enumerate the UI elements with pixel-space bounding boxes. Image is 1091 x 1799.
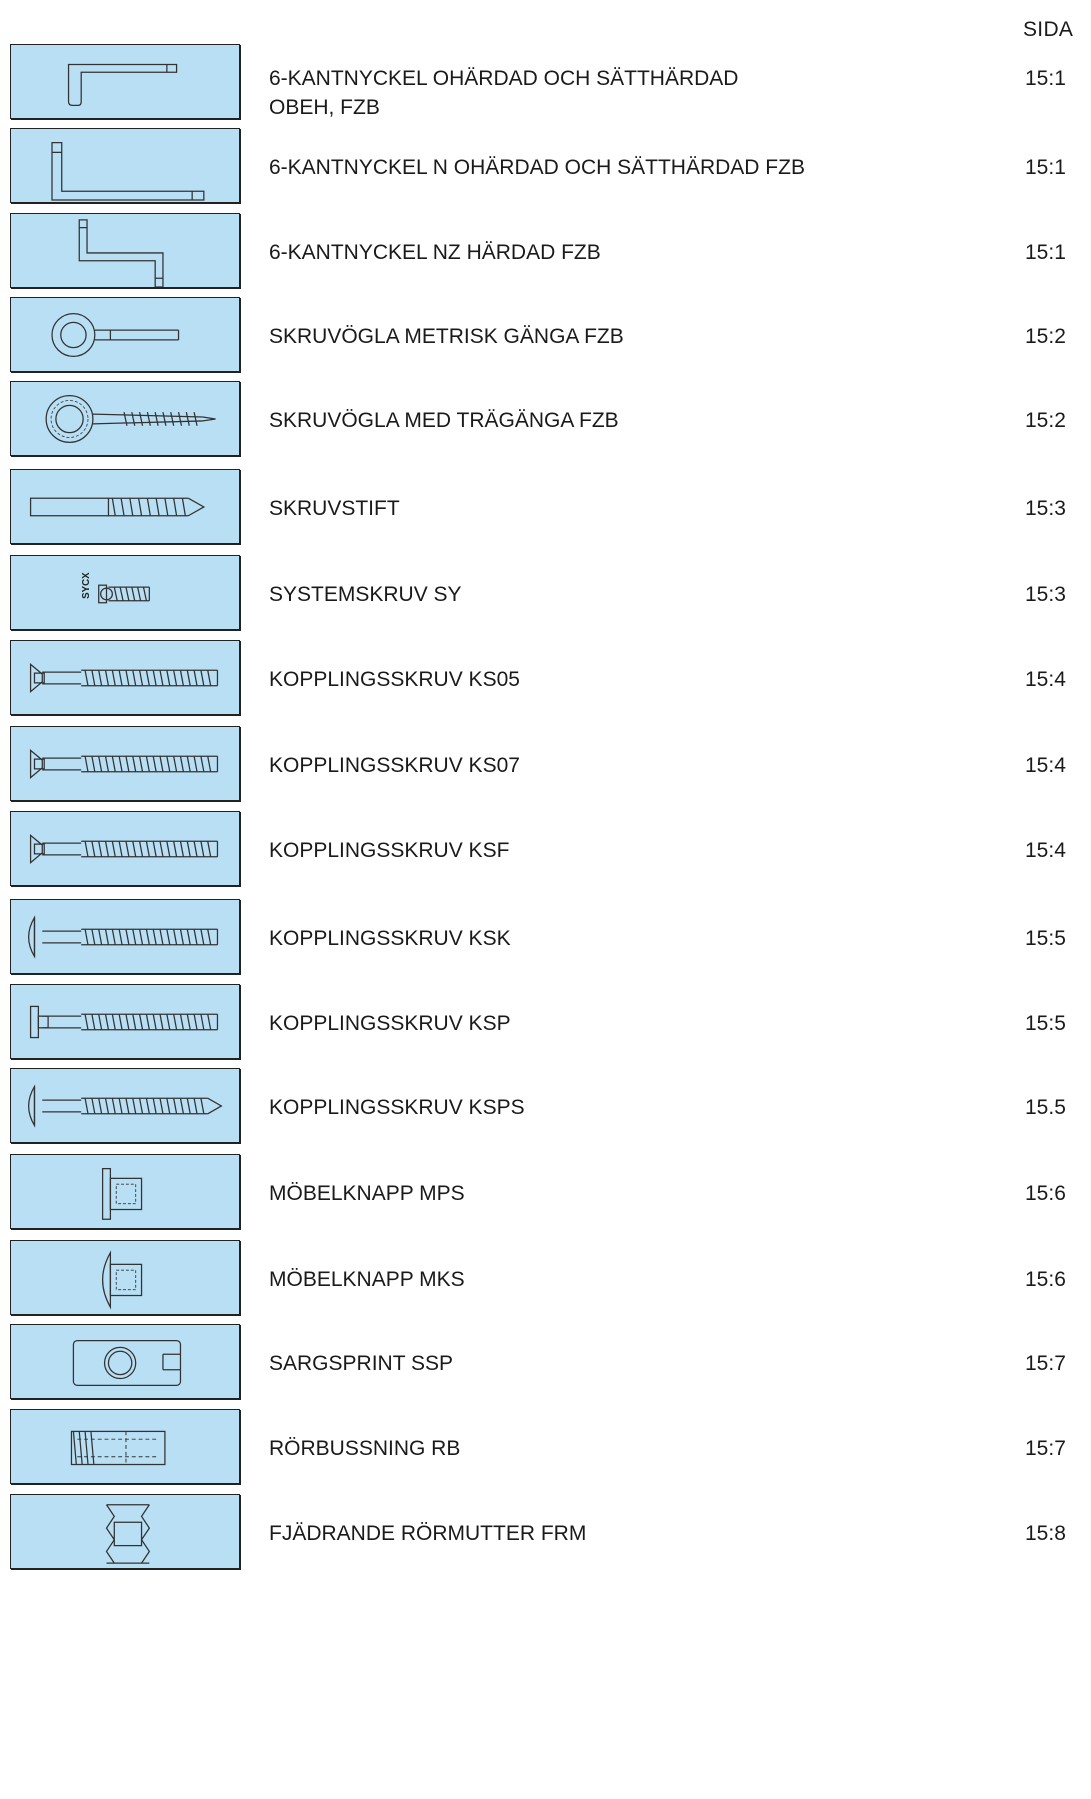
product-label-line: KOPPLINGSSKRUV KSF [269, 839, 510, 862]
page-reference: 15:1 [1025, 241, 1066, 264]
page-reference: 15:3 [1025, 583, 1066, 606]
list-item [0, 640, 1091, 716]
product-label [269, 64, 738, 122]
screw-eye-wood-icon [11, 382, 239, 455]
page-reference: 15:6 [1025, 1268, 1066, 1291]
product-thumbnail [10, 297, 240, 372]
product-label [269, 1093, 525, 1122]
page-reference: 15:1 [1025, 156, 1066, 179]
page-reference: 15:4 [1025, 754, 1066, 777]
product-label-line: KOPPLINGSSKRUV KSP [269, 1012, 511, 1035]
list-item [0, 555, 1091, 631]
connector-screw-ks05-icon [11, 641, 239, 714]
page-reference: 15:4 [1025, 839, 1066, 862]
product-label-line: SARGSPRINT SSP [269, 1352, 453, 1375]
product-thumbnail [10, 381, 240, 456]
list-item [0, 1068, 1091, 1144]
list-item [0, 213, 1091, 289]
product-label [269, 494, 400, 523]
list-item [0, 1494, 1091, 1570]
product-thumbnail [10, 1324, 240, 1399]
product-label [269, 238, 601, 267]
product-thumbnail [10, 469, 240, 544]
connector-screw-ksf-icon [11, 812, 239, 885]
product-label-line: KOPPLINGSSKRUV KS05 [269, 668, 520, 691]
list-item [0, 726, 1091, 802]
page-reference: 15:5 [1025, 927, 1066, 950]
product-label-line: SKRUVÖGLA METRISK GÄNGA FZB [269, 325, 624, 348]
connector-screw-ks07-icon [11, 727, 239, 800]
list-item [0, 1154, 1091, 1230]
list-item [0, 984, 1091, 1060]
tube-bushing-icon [11, 1410, 239, 1483]
list-item [0, 469, 1091, 545]
product-thumbnail [10, 128, 240, 203]
list-item [0, 44, 1091, 120]
page-reference: 15.5 [1025, 1096, 1066, 1119]
list-item [0, 381, 1091, 457]
page-reference: 15:2 [1025, 409, 1066, 432]
page-reference: 15:6 [1025, 1182, 1066, 1205]
product-label-line: OBEH, FZB [269, 96, 380, 119]
product-label [269, 580, 462, 609]
list-item [0, 899, 1091, 975]
product-thumbnail [10, 555, 240, 630]
product-label-line: KOPPLINGSSKRUV KSK [269, 927, 511, 950]
product-label-line: MÖBELKNAPP MPS [269, 1182, 465, 1205]
product-label [269, 751, 520, 780]
product-label-line: FJÄDRANDE RÖRMUTTER FRM [269, 1522, 587, 1545]
page-reference: 15:5 [1025, 1012, 1066, 1035]
product-label-line: MÖBELKNAPP MKS [269, 1268, 465, 1291]
hex-key-n-icon [11, 129, 239, 202]
product-thumbnail [10, 726, 240, 801]
system-screw-icon [11, 556, 239, 629]
product-label-line: 6-KANTNYCKEL NZ HÄRDAD FZB [269, 241, 601, 264]
product-label [269, 836, 509, 865]
connector-screw-ksp-icon [11, 985, 239, 1058]
product-label-line: 6-KANTNYCKEL OHÄRDAD OCH SÄTTHÄRDAD [269, 67, 739, 90]
product-label [269, 1179, 465, 1208]
list-item [0, 1409, 1091, 1485]
product-label [269, 322, 624, 351]
connector-screw-ksps-icon [11, 1069, 239, 1142]
product-label [269, 153, 805, 182]
product-thumbnail [10, 984, 240, 1059]
product-label [269, 406, 619, 435]
product-thumbnail [10, 1494, 240, 1569]
product-thumbnail [10, 640, 240, 715]
product-label [269, 1434, 460, 1463]
screw-eye-metric-icon [11, 298, 239, 371]
product-label-line: SKRUVSTIFT [269, 497, 400, 520]
page-reference: 15:8 [1025, 1522, 1066, 1545]
product-thumbnail [10, 44, 240, 119]
list-item [0, 128, 1091, 204]
product-label-line: KOPPLINGSSKRUV KSPS [269, 1096, 525, 1119]
frame-pin-icon [11, 1325, 239, 1398]
product-label [269, 1349, 453, 1378]
product-thumbnail [10, 1409, 240, 1484]
list-item [0, 1324, 1091, 1400]
product-label [269, 665, 520, 694]
product-label [269, 1519, 586, 1548]
hex-key-l-icon [11, 45, 239, 118]
product-thumbnail [10, 811, 240, 886]
product-thumbnail [10, 213, 240, 288]
product-label [269, 924, 511, 953]
page-reference: 15:4 [1025, 668, 1066, 691]
list-item [0, 811, 1091, 887]
page-reference: 15:2 [1025, 325, 1066, 348]
product-label-line: KOPPLINGSSKRUV KS07 [269, 754, 520, 777]
hex-key-nz-icon [11, 214, 239, 287]
product-label [269, 1265, 465, 1294]
product-label-line: SKRUVÖGLA MED TRÄGÄNGA FZB [269, 409, 619, 432]
product-label [269, 1009, 511, 1038]
page-reference: 15:7 [1025, 1352, 1066, 1375]
connector-screw-ksk-icon [11, 900, 239, 973]
product-thumbnail [10, 1154, 240, 1229]
page-reference: 15:1 [1025, 67, 1066, 90]
screw-pin-icon [11, 470, 239, 543]
furniture-nut-mks-icon [11, 1241, 239, 1314]
spring-tube-nut-icon [11, 1495, 239, 1568]
page-reference: 15:7 [1025, 1437, 1066, 1460]
page-column-header: SIDA [1023, 18, 1074, 41]
system-screw-stamp: SYCX [80, 572, 92, 599]
product-label-line: RÖRBUSSNING RB [269, 1437, 461, 1460]
list-item [0, 297, 1091, 373]
list-item [0, 1240, 1091, 1316]
page-reference: 15:3 [1025, 497, 1066, 520]
product-label-line: SYSTEMSKRUV SY [269, 583, 462, 606]
product-thumbnail [10, 1240, 240, 1315]
product-thumbnail [10, 899, 240, 974]
product-thumbnail [10, 1068, 240, 1143]
product-label-line: 6-KANTNYCKEL N OHÄRDAD OCH SÄTTHÄRDAD FZB [269, 156, 805, 179]
furniture-nut-mps-icon [11, 1155, 239, 1228]
